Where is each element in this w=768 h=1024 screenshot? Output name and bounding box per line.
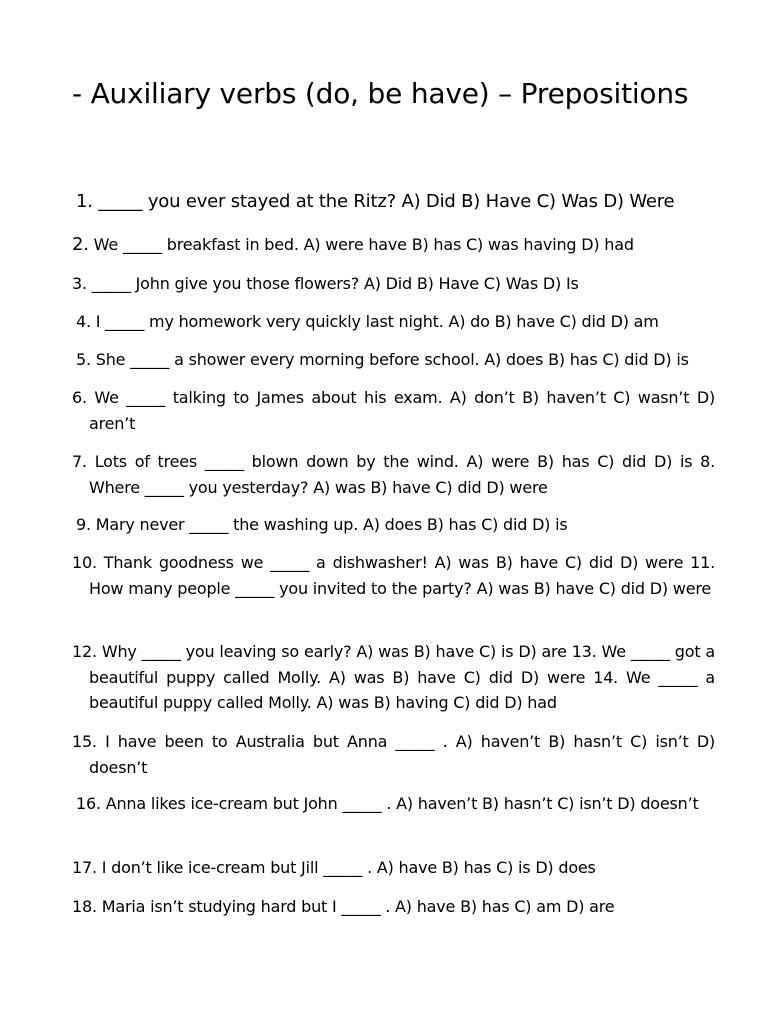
question-text: Thank goodness we _____ a dishwasher! A) was B) have C) did D) were 11. How many people _____ you invited to the party? A) was B) have C) did D) were: [89, 553, 715, 598]
question-text: We _____ talking to James about his exam. A) don’t B) haven’t C) wasn’t D) aren’t: [89, 388, 716, 433]
question-text: _____ John give you those flowers? A) Did B) Have C) Was D) Is: [91, 274, 579, 293]
question-number: 17.: [72, 858, 97, 877]
question-text: Maria isn’t studying hard but I _____ . A) have B) has C) am D) are: [101, 897, 615, 916]
question-number: 5.: [76, 350, 91, 369]
question-1: [76, 188, 719, 216]
question-number: 2.: [72, 234, 89, 255]
question-text: We _____ breakfast in bed. A) were have B) has C) was having D) had: [93, 235, 634, 254]
question-5: [76, 347, 719, 373]
question-number: 7.: [72, 452, 87, 471]
question-text: Mary never _____ the washing up. A) does B) has C) did D) is: [95, 515, 568, 534]
question-text: She _____ a shower every morning before school. A) does B) has C) did D) is: [95, 350, 689, 369]
question-text: I _____ my homework very quickly last night. A) do B) have C) did D) am: [95, 312, 659, 331]
question-number: 6.: [72, 388, 87, 407]
question-15: [72, 729, 715, 780]
question-number: 12.: [72, 642, 97, 661]
question-3: [72, 271, 715, 297]
question-number: 4.: [76, 312, 91, 331]
question-16: [76, 791, 715, 817]
question-10: [72, 550, 715, 601]
question-text: Lots of trees _____ blown down by the wind. A) were B) has C) did D) is 8. Where _____ you yesterday? A) was B) have C) did D) were: [89, 452, 715, 497]
question-2: [72, 232, 715, 258]
question-number: 1.: [76, 191, 93, 212]
question-text: I don’t like ice-cream but Jill _____ . A) have B) has C) is D) does: [101, 858, 596, 877]
question-12: [72, 639, 715, 716]
question-text: I have been to Australia but Anna _____ . A) haven’t B) hasn’t C) isn’t D) doesn’t: [89, 732, 715, 777]
question-number: 18.: [72, 897, 97, 916]
question-6: [72, 385, 715, 436]
question-number: 15.: [72, 732, 97, 751]
question-number: 9.: [76, 515, 91, 534]
question-number: 10.: [72, 553, 97, 572]
question-text: _____ you ever stayed at the Ritz? A) Did B) Have C) Was D) Were: [98, 191, 675, 212]
question-4: [76, 309, 719, 335]
question-7: [72, 449, 715, 500]
question-9: [76, 512, 719, 538]
question-17: [72, 855, 715, 881]
question-number: 3.: [72, 274, 87, 293]
question-number: 16.: [76, 794, 101, 813]
question-text: Why _____ you leaving so early? A) was B) have C) is D) are 13. We _____ got a beautiful puppy called Molly. A) was B) have C) did D) were 14. We _____ a beautiful puppy called Molly. A) was B) having C) did D) had: [89, 642, 715, 712]
page-title: - Auxiliary verbs (do, be have) – Prepositions: [72, 77, 689, 110]
question-text: Anna likes ice-cream but John _____ . A) haven’t B) hasn’t C) isn’t D) doesn’t: [105, 794, 699, 813]
question-18: [72, 894, 715, 920]
